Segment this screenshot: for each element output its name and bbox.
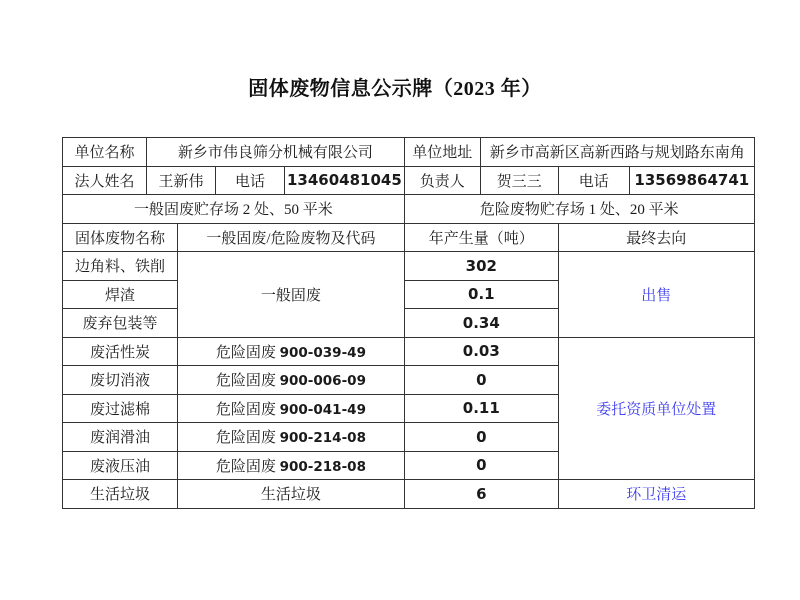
hazardous-storage-note: 危险废物贮存场 1 处、20 平米	[404, 195, 754, 224]
waste-amount: 0.03	[404, 337, 558, 366]
destination-general: 出售	[558, 252, 754, 338]
waste-amount: 0.34	[404, 309, 558, 338]
manager-value: 贺三三	[480, 166, 558, 195]
unit-address-label: 单位地址	[404, 138, 480, 167]
waste-name: 废弃包装等	[63, 309, 178, 338]
waste-category-general: 一般固废	[178, 252, 405, 338]
waste-name: 废过滤棉	[63, 394, 178, 423]
waste-category-code: 危险固废 900-006-09	[178, 366, 405, 395]
table-header-row	[63, 223, 755, 252]
waste-category-code: 生活垃圾	[178, 480, 405, 509]
legal-person-label: 法人姓名	[63, 166, 147, 195]
unit-name-value: 新乡市伟良筛分机械有限公司	[147, 138, 405, 167]
page-title: 固体废物信息公示牌（2023 年）	[248, 78, 542, 100]
waste-name: 边角料、铁削	[63, 252, 178, 281]
manager-phone-label: 电话	[558, 166, 629, 195]
waste-info-table	[62, 137, 755, 509]
waste-name: 生活垃圾	[63, 480, 178, 509]
table-row	[63, 480, 755, 509]
waste-amount: 0.11	[404, 394, 558, 423]
header-waste-name: 固体废物名称	[63, 223, 178, 252]
table-row	[63, 252, 755, 281]
waste-amount: 0	[404, 451, 558, 480]
waste-name: 废活性炭	[63, 337, 178, 366]
waste-category-code: 危险固废 900-218-08	[178, 451, 405, 480]
table-row	[63, 337, 755, 366]
legal-person-value: 王新伟	[147, 166, 216, 195]
waste-name: 废润滑油	[63, 423, 178, 452]
legal-phone-value: 13460481045	[285, 166, 405, 195]
table-row-contacts	[63, 166, 755, 195]
header-annual-amount: 年产生量（吨）	[404, 223, 558, 252]
header-category-code: 一般固废/危险废物及代码	[178, 223, 405, 252]
waste-amount: 6	[404, 480, 558, 509]
table-row-unit	[63, 138, 755, 167]
header-destination: 最终去向	[558, 223, 754, 252]
destination-hazardous: 委托资质单位处置	[558, 337, 754, 480]
waste-category-code: 危险固废 900-214-08	[178, 423, 405, 452]
general-storage-note: 一般固废贮存场 2 处、50 平米	[63, 195, 405, 224]
unit-address-value: 新乡市高新区高新西路与规划路东南角	[480, 138, 754, 167]
waste-category-code: 危险固废 900-041-49	[178, 394, 405, 423]
waste-amount: 0	[404, 366, 558, 395]
waste-amount: 302	[404, 252, 558, 281]
waste-category-code: 危险固废 900-039-49	[178, 337, 405, 366]
waste-name: 废切消液	[63, 366, 178, 395]
legal-phone-label: 电话	[216, 166, 285, 195]
manager-label: 负责人	[404, 166, 480, 195]
destination-domestic: 环卫清运	[558, 480, 754, 509]
manager-phone-value: 13569864741	[629, 166, 754, 195]
table-row-storage	[63, 195, 755, 224]
waste-name: 废液压油	[63, 451, 178, 480]
unit-name-label: 单位名称	[63, 138, 147, 167]
waste-name: 焊渣	[63, 280, 178, 309]
waste-amount: 0	[404, 423, 558, 452]
waste-amount: 0.1	[404, 280, 558, 309]
